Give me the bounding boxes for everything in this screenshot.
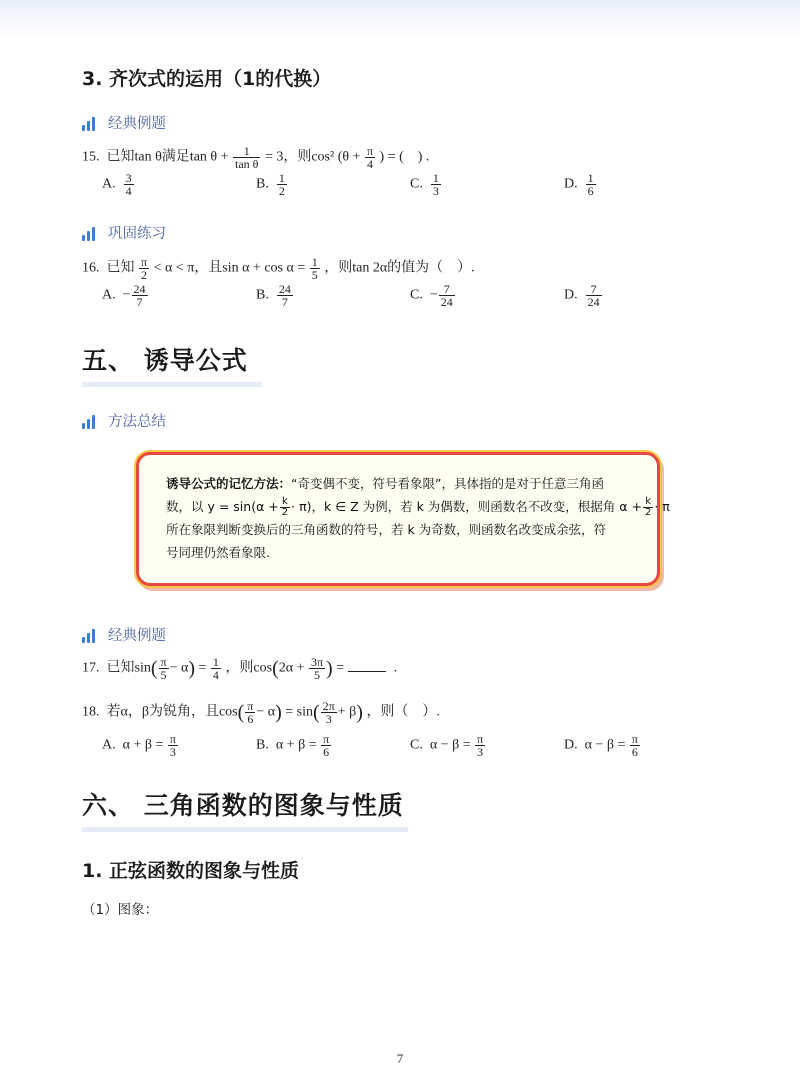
heading-underline — [82, 827, 408, 832]
option-15-b[interactable]: B. $\frac{1}{2}$ — [256, 171, 285, 198]
bar-chart-icon — [82, 629, 98, 643]
tip-text: 诱导公式的记忆方法：“奇变偶不变，符号看象限”，具体指的是对于任意三角函 数，以 y = sin(α + $\frac{k}{2}$ · π)，k ∈ Z 为例，若 k 为偶数，则函数名不改变，根据角 α + $\frac{k}{2}$ · π 所在象限判断变换后的三角函数的符号，若 k 为奇数，则函数名改变成余弦，符 号同理仍然看象限. — [166, 476, 670, 560]
question-17: 17. 已知sin( $\frac{\pi}{5}$ − α) = $\frac{1}{4}$ ，则cos(2α + $\frac{3\pi}{5}$ ) = . — [82, 655, 398, 682]
section-label-classic-examples — [82, 112, 166, 133]
option-15-c[interactable]: C. $\frac{1}{3}$ — [410, 171, 439, 198]
section-heading-3: 3. 齐次式的运用（1的代换） — [82, 68, 332, 90]
fraction: $\frac{3\pi}{5}$ — [310, 655, 324, 682]
fraction: $\frac{1}{4}$ — [212, 655, 219, 682]
option-16-b[interactable]: B. $\frac{24}{7}$ — [256, 282, 291, 309]
option-16-c[interactable]: C. − $\frac{7}{24}$ — [410, 282, 453, 309]
section-label-text: 经典例题 — [108, 116, 166, 132]
section-label-text: 巩固练习 — [108, 226, 166, 242]
page-number: 7 — [396, 1051, 404, 1066]
bar-chart-icon — [82, 415, 98, 429]
section-label-text: 方法总结 — [108, 414, 166, 430]
fraction: $\frac{\pi}{2}$ — [141, 255, 148, 282]
question-16: 16. 已知 $\frac{\pi}{2}$ < α < π，且sin α + cos α = $\frac{1}{5}$ ，则tan 2α的值为（ ）. — [82, 255, 475, 282]
option-18-a[interactable]: A. α + β = $\frac{\pi}{3}$ — [102, 732, 176, 759]
fraction: $\frac{\pi}{4}$ — [366, 144, 374, 171]
question-18: 18. 若α，β为锐角，且cos( $\frac{\pi}{6}$ − α) = sin( $\frac{2\pi}{3}$ + β) ，则（ ）. — [82, 699, 440, 726]
fraction: $\frac{1}{\text{tan θ}}$ — [235, 144, 259, 171]
option-16-a[interactable]: A. − $\frac{24}{7}$ — [102, 282, 146, 309]
option-18-d[interactable]: D. α − β = $\frac{\pi}{6}$ — [564, 732, 638, 759]
fraction: $\frac{1}{5}$ — [311, 255, 318, 282]
section-label-classic-examples — [82, 624, 166, 645]
section-label-consolidation — [82, 222, 166, 243]
fraction: $\frac{\pi}{5}$ — [160, 655, 167, 682]
chapter-heading-5: 五、 诱导公式 — [82, 346, 248, 375]
sub-heading-1: 1. 正弦函数的图象与性质 — [82, 860, 300, 882]
option-18-b[interactable]: B. α + β = $\frac{\pi}{6}$ — [256, 732, 330, 759]
item-graph-label: （1）图象： — [82, 902, 159, 918]
option-16-d[interactable]: D. $\frac{7}{24}$ — [564, 282, 600, 309]
question-15: 15. 已知tan θ满足tan θ + $\frac{1}{\text{tan θ}}$ = 3，则cos² (θ + $\frac{\pi}{4}$ ) = ( ) . — [82, 144, 430, 171]
section-label-method-summary — [82, 410, 166, 431]
bar-chart-icon — [82, 227, 98, 241]
option-18-c[interactable]: C. α − β = $\frac{\pi}{3}$ — [410, 732, 484, 759]
fraction: $\frac{\pi}{6}$ — [247, 699, 254, 726]
chapter-heading-6: 六、 三角函数的图象与性质 — [82, 791, 404, 820]
section-label-text: 经典例题 — [108, 628, 166, 644]
answer-blank[interactable] — [348, 671, 386, 672]
option-15-d[interactable]: D. $\frac{1}{6}$ — [564, 171, 594, 198]
fraction: $\frac{2\pi}{3}$ — [322, 699, 335, 726]
bar-chart-icon — [82, 117, 98, 131]
heading-underline — [82, 382, 262, 387]
option-15-a[interactable]: A. $\frac{3}{4}$ — [102, 171, 132, 198]
page-header-band — [0, 0, 800, 40]
